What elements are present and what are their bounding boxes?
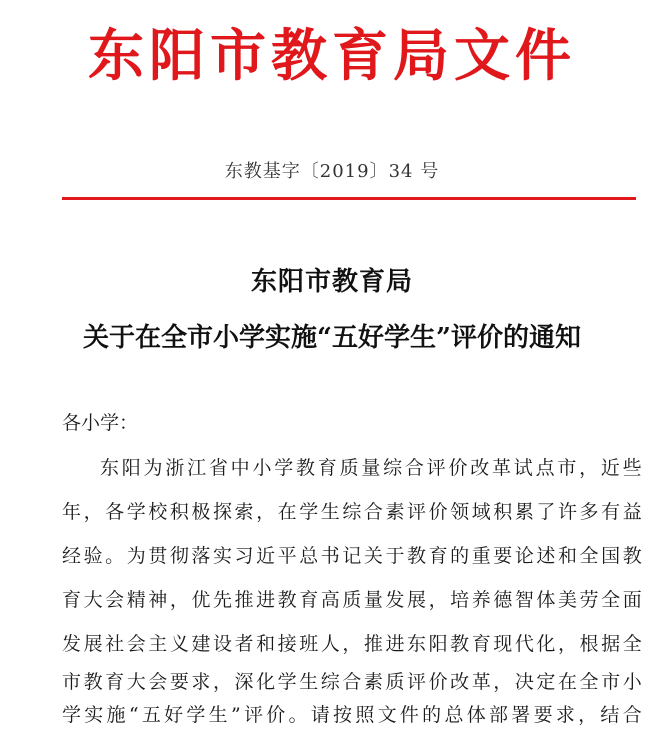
document-number: 东教基字〔2019〕34 号 [224,161,440,182]
body-text-line: 年，各学校积极探索，在学生综合素评价领域积累了许多有益 [62,501,642,523]
salutation: 各小学： [62,412,139,434]
notice-title-line-1: 东阳市教育局 [250,267,413,297]
red-divider-rule [62,197,636,200]
body-text-line: 东阳为浙江省中小学教育质量综合评价改革试点市，近些 [100,457,642,479]
body-text-line: 学实施“五好学生”评价。请按照文件的总体部署要求，结合 [62,704,642,726]
body-text-line: 经验。为贯彻落实习近平总书记关于教育的重要论述和全国教 [62,545,642,567]
body-text-line: 发展社会主义建设者和接班人，推进东阳教育现代化，根据全 [62,633,642,655]
body-text-line: 市教育大会要求，深化学生综合素质评价改革，决定在全市小 [62,671,642,693]
body-text-line: 育大会精神，优先推进教育高质量发展，培养德智体美劳全面 [62,589,642,611]
notice-title-line-2: 关于在全市小学实施“五好学生”评价的通知 [83,323,581,353]
document-header-title: 东阳市教育局文件 [88,23,576,89]
